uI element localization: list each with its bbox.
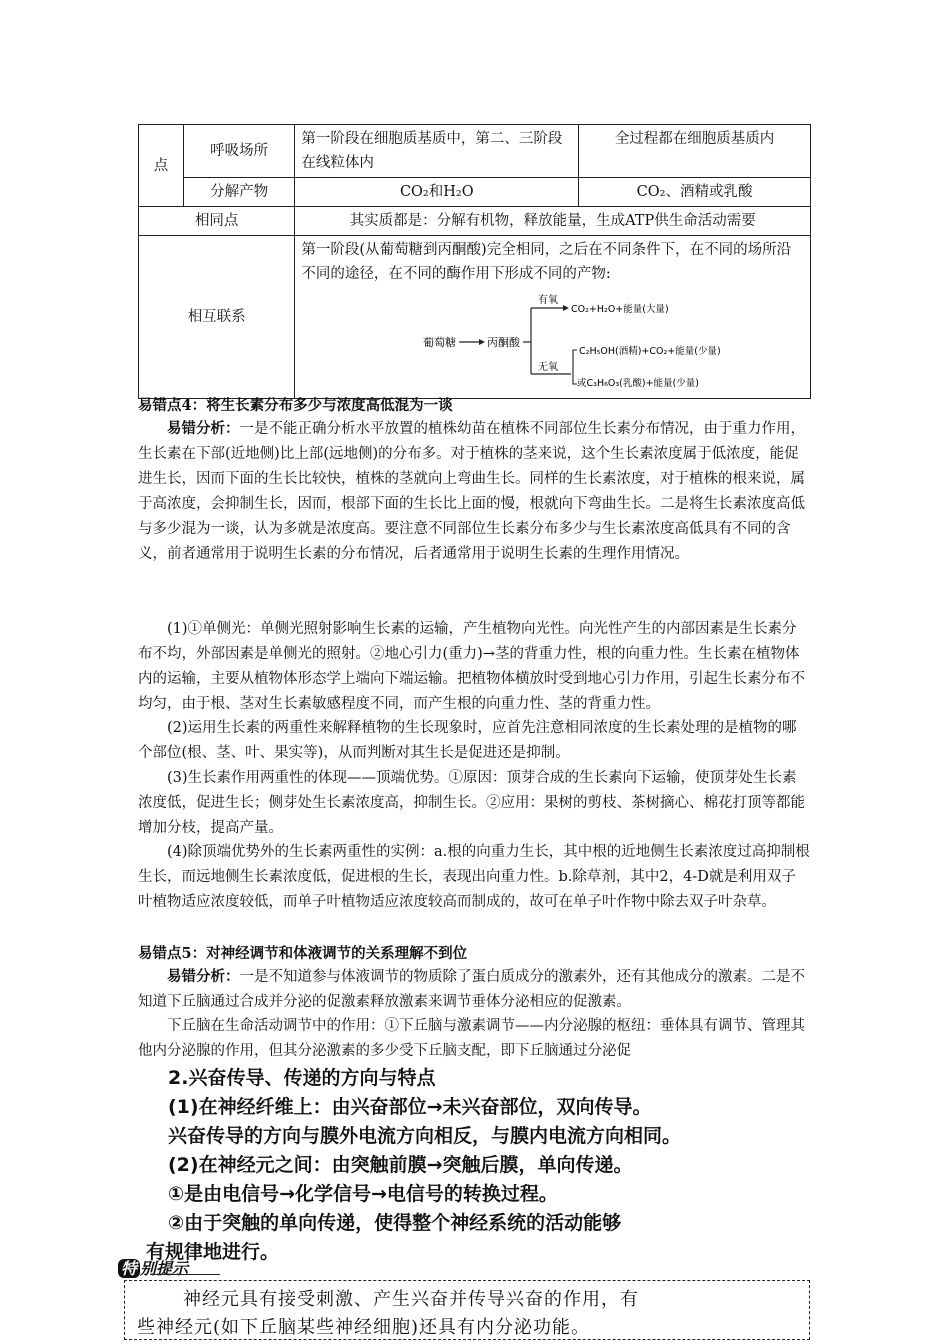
row-site-anaerobic: 全过程都在细胞质基质内 [579, 125, 811, 178]
section-4-paragraph-2: (2)运用生长素的两重性来解释植物的生长现象时，应首先注意相同浓度的生长素处理的是植物的哪个部位(根、茎、叶、果实等)，从而判断对其生长是促进还是抑制。 [138, 720, 797, 761]
special-tip-line-1: 神经元具有接受刺激、产生兴奋并传导兴奋的作用，有 [183, 1289, 639, 1310]
row-product-aerobic: CO₂和H₂O [295, 178, 579, 207]
scan-line-7: 有规律地进行。 [146, 1241, 280, 1263]
respiration-pathway-diagram [301, 288, 741, 388]
section-4-analysis-text: 一是不能正确分析水平放置的植株幼苗在植株不同部位生长素分布情况，由于重力作用，生长素在下部(近地侧)比上部(远地侧)的分布多。对于植株的茎来说，这个生长素浓度属于低浓度，能促进生长，因而下面的生长比较快，植株的茎就向上弯曲生长。同样的生长素浓度，对于植株的根来说，属于高浓度，会抑制生长，因而，根部下面的生长比上面的慢，根就向下弯曲生长。二是将生长素浓度高低与多少混为一谈，认为多就是浓度高。要注意不同部位生长素分布多少与生长素浓度高低具有不同的含义，前者通常用于说明生长素的分布情况，后者通常用于说明生长素的生理作用情况。 [138, 421, 805, 562]
row-product-anaerobic: CO₂、酒精或乳酸 [579, 178, 811, 207]
diagram-anaerobic-label: 无氧 [538, 362, 559, 373]
row-link-label: 相互联系 [139, 236, 295, 399]
diagram-anaerobic-product-2: 或C₃H₆O₃(乳酸)+能量(少量) [577, 378, 700, 388]
scan-line-2: (1)在神经纤维上：由兴奋部位→未兴奋部位，双向传导。 [168, 1096, 652, 1118]
section-4-paragraph-1: (1)①单侧光：单侧光照射影响生长素的运输，产生植物向光性。向光性产生的内部因素是生长素分布不均，外部因素是单侧光的照射。②地心引力(重力)→茎的背重力性，根的向重力性。生长素在植物体内的运输，主要从植物体形态学上端向下端运输。把植物体横放时受到地心引力作用，引起生长素分布不均匀，由于根、茎对生长素敏感程度不同，而产生根的向重力性、茎的背重力性。 [138, 621, 805, 712]
section-5-title: 易错点5：对神经调节和体液调节的关系理解不到位 [138, 945, 468, 962]
diagram-pyruvate: 丙酮酸 [487, 336, 521, 349]
section-5-analysis-label: 易错分析： [167, 968, 240, 985]
row-site-label: 呼吸场所 [183, 125, 294, 178]
scan-heading: 2.兴奋传导、传递的方向与特点 [168, 1067, 436, 1089]
scan-line-3: 兴奋传导的方向与膜外电流方向相反，与膜内电流方向相同。 [168, 1125, 682, 1147]
diagram-glucose: 葡萄糖 [423, 336, 457, 349]
section-4-analysis [138, 416, 810, 567]
scanned-excerpt [146, 1064, 818, 1263]
row-same-value: 其实质都是：分解有机物，释放能量，生成ATP供生命活动需要 [295, 207, 811, 236]
section-4-analysis-label: 易错分析： [167, 420, 240, 437]
row-product-label: 分解产物 [183, 178, 294, 207]
scan-line-5: ①是由电信号→化学信号→电信号的转换过程。 [168, 1183, 558, 1205]
diagram-aerobic-label: 有氧 [538, 295, 559, 306]
row-site-aerobic: 第一阶段在细胞质基质中，第二、三阶段在线粒体内 [295, 125, 579, 178]
diagram-anaerobic-product-1: C₂H₅OH(酒精)+CO₂+能量(少量) [579, 346, 722, 357]
scan-line-4: (2)在神经元之间：由突触前膜→突触后膜，单向传递。 [168, 1154, 633, 1176]
row-same-label: 相同点 [139, 207, 295, 236]
section-5-analysis [138, 964, 810, 1015]
row-link-value: 第一阶段(从葡萄糖到丙酮酸)完全相同，之后在不同条件下，在不同的场所沿不同的途径，在不同的酶作用下形成不同的产物: [301, 242, 792, 282]
diagram-aerobic-product: CO₂+H₂O+能量(大量) [571, 304, 670, 315]
section-4-paragraph-4: (4)除顶端优势外的生长素两重性的实例：a.根的向重力生长，其中根的近地侧生长素浓度过高抑制根生长，而远地侧生长素浓度低，促进根的生长，表现出向重力性。b.除草剂，其中2，4-D就是利用双子叶植物适应浓度较低，而单子叶植物适应浓度较高而制成的，故可在单子叶作物中除去双子叶杂草。 [138, 844, 810, 910]
section-5-analysis-text: 一是不知道参与体液调节的物质除了蛋白质成分的激素外，还有其他成分的激素。二是不知道下丘脑通过合成并分泌的促激素释放激素来调节垂体分泌相应的促激素。 [138, 969, 805, 1010]
row-link-cell [295, 236, 811, 399]
special-tip-badge: 特 [118, 1259, 140, 1278]
special-tip-box [124, 1280, 810, 1340]
section-5-paragraph-1: 下丘脑在生命活动调节中的作用：①下丘脑与激素调节——内分泌腺的枢纽：垂体具有调节、管理其他内分泌腺的作用，但其分泌激素的多少受下丘脑支配，即下丘脑通过分泌促 [138, 1018, 805, 1059]
table-fragment-cell: 点 [139, 125, 184, 207]
special-tip-label [118, 1256, 188, 1279]
respiration-comparison-table [138, 124, 811, 399]
section-4-title: 易错点4：将生长素分布多少与浓度高低混为一谈 [138, 397, 453, 414]
section-4-paragraph-3: (3)生长素作用两重性的体现——顶端优势。①原因：顶芽合成的生长素向下运输，使顶芽处生长素浓度低，促进生长；侧芽处生长素浓度高，抑制生长。②应用：果树的剪枝、茶树摘心、棉花打顶等都能增加分枝，提高产量。 [138, 770, 805, 836]
special-tip-line-2: 些神经元(如下丘脑某些神经细胞)还具有内分泌功能。 [137, 1317, 591, 1338]
special-tip-label-text: 别提示 [140, 1259, 189, 1278]
special-tip-underline [150, 1274, 220, 1275]
scan-line-6: ②由于突触的单向传递，使得整个神经系统的活动能够 [168, 1212, 622, 1234]
